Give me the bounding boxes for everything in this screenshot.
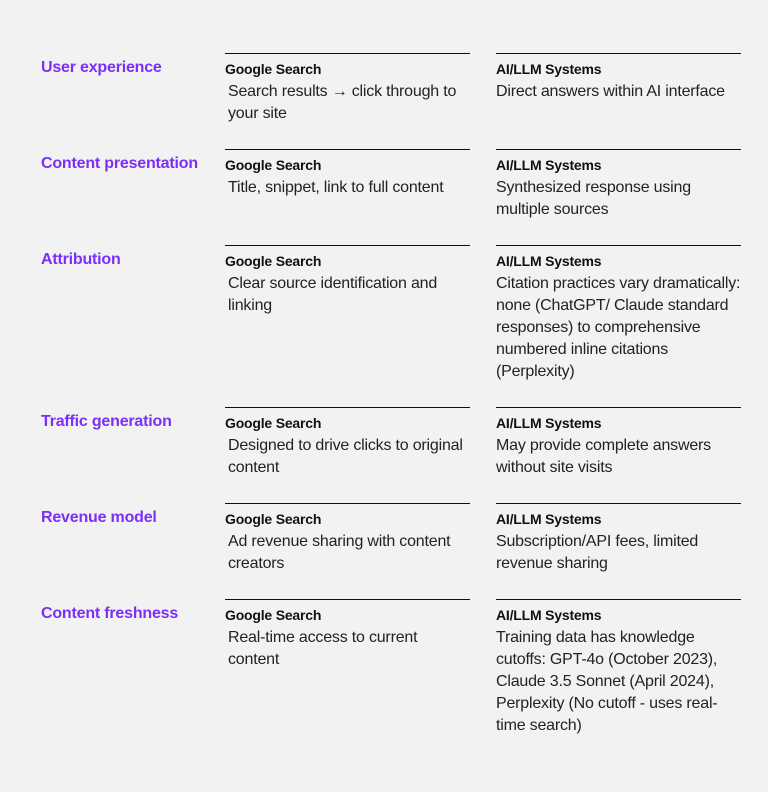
google-description: Clear source identification and linking	[228, 275, 438, 314]
ai-description: Subscription/API fees, limited revenue sharing	[496, 533, 699, 572]
column-heading-ai: AI/LLM Systems	[496, 157, 602, 173]
column-heading-google: Google Search	[225, 607, 322, 623]
row-label: User experience	[41, 59, 162, 76]
column-heading-google: Google Search	[225, 253, 322, 269]
column-heading-google: Google Search	[225, 415, 322, 431]
row-label: Content freshness	[41, 605, 179, 622]
column-heading-ai: AI/LLM Systems	[496, 61, 602, 77]
google-search-cell	[225, 245, 470, 317]
column-heading-ai: AI/LLM Systems	[496, 511, 602, 527]
google-description: Designed to drive clicks to original content	[228, 437, 463, 476]
row-label: Traffic generation	[41, 413, 172, 430]
ai-description: Synthesized response using multiple sources	[496, 179, 691, 218]
google-description: Title, snippet, link to full content	[228, 179, 444, 196]
column-heading-google: Google Search	[225, 61, 322, 77]
column-heading-ai: AI/LLM Systems	[496, 253, 602, 269]
column-heading-ai: AI/LLM Systems	[496, 415, 602, 431]
row-label: Revenue model	[41, 509, 157, 526]
ai-llm-cell	[496, 245, 741, 383]
google-description: Real-time access to current content	[228, 629, 418, 668]
row-label: Attribution	[41, 251, 121, 268]
google-description: Ad revenue sharing with content creators	[228, 533, 451, 572]
ai-description: Direct answers within AI interface	[496, 83, 725, 100]
google-search-cell	[225, 599, 470, 671]
column-heading-google: Google Search	[225, 511, 322, 527]
column-heading-ai: AI/LLM Systems	[496, 607, 602, 623]
google-search-cell	[225, 407, 470, 479]
ai-llm-cell	[496, 407, 741, 479]
google-search-cell	[225, 503, 470, 575]
ai-llm-cell	[496, 503, 741, 575]
row-label: Content presentation	[41, 155, 198, 172]
ai-description: Training data has knowledge cutoffs: GPT-4o (October 2023), Claude 3.5 Sonnet (April 2024), Perplexity (No cutoff - uses real-time search)	[496, 629, 718, 734]
ai-description: Citation practices vary dramatically: none (ChatGPT/ Claude standard responses) to comprehensive numbered inline citations (Perplexity)	[496, 275, 741, 380]
ai-llm-cell	[496, 53, 741, 103]
ai-llm-cell	[496, 149, 741, 221]
ai-llm-cell	[496, 599, 741, 737]
ai-description: May provide complete answers without site visits	[496, 437, 711, 476]
google-description: Search results → click through to your site	[228, 83, 457, 122]
google-search-cell	[225, 149, 470, 199]
google-search-cell	[225, 53, 470, 125]
column-heading-google: Google Search	[225, 157, 322, 173]
